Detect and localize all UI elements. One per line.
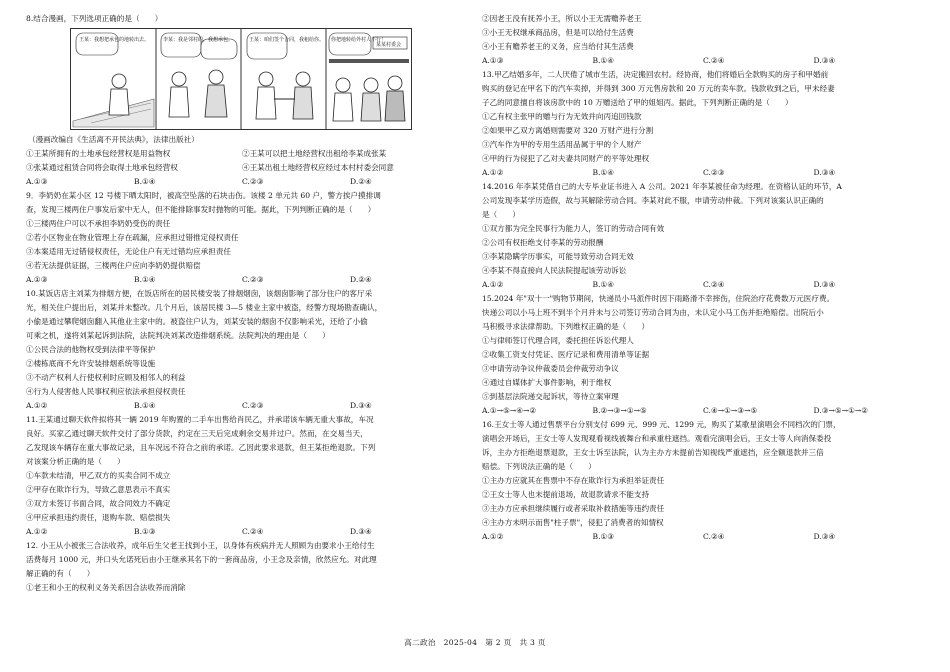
option: ④主办方未明示而售"柱子票"，侵犯了消费者的知情权 [482,518,664,527]
answer-choices [26,175,458,189]
answer-choices [482,404,924,418]
question-12 [26,539,458,595]
answer-b: B.①④ [134,177,156,186]
question-line: 查，发现三楼两住户事发后家中无人，但不能排除事发时抛物的可能。据此，下列判断正确的是（ ） [26,205,376,214]
answer-a: A.①② [26,401,48,410]
answer-b: B.①④ [592,168,615,177]
answer-c: C.②④ [703,280,725,289]
question-line: 可乘之机，遂将刘某起诉到法院，法院判决刘某改造排烟系统。法院判决的理由是（ ） [26,331,330,340]
answer-c: C.②③ [242,401,264,410]
question-14 [482,180,924,292]
option: ①王某所拥有的土地承包经营权是用益物权 [26,149,171,158]
question-line: 赔偿。下列说法正确的是（ ） [482,462,596,471]
answer-b: B.①④ [592,280,615,289]
answer-choices [482,54,924,68]
answer-c: C.②④ [703,56,725,65]
answer-b: B.①③ [134,527,156,536]
answer-a: A.①② [482,532,504,541]
option: ④甲的行为侵犯了乙对夫妻共同财产的平等处理权 [482,154,650,163]
question-12-continued [482,12,924,68]
question-line: 活费每月 1000 元，并口头允诺死后由小王继承其名下的一套商品房，小王念及亲情，欣然应允。对此理 [26,555,377,564]
answer-b: B.①④ [592,56,615,65]
right-column [482,12,924,544]
question-line: 对该案分析正确的是（ ） [26,457,125,466]
answer-c: C.②④ [242,527,264,536]
question-line: 子乙的同意擅自将该房款中的 10 万赠送给了甲的姐姐丙。据此，下列判断正确的是（ ） [482,98,793,107]
option: ①公民合法的他物权受到法律平等保护 [26,345,156,354]
option: ①老王和小王的权利义务关系因合法收养而消除 [26,583,186,592]
comic-caption: （漫画改编自《生活离不开民法典》，法律出版社） [28,135,199,144]
option: ④小王有赡养老王的义务，应当给付其生活费 [482,42,634,51]
answer-a: A.①② [482,280,504,289]
question-16 [482,418,924,544]
answer-d: D.③④ [813,56,836,65]
option: ③申请劳动争议仲裁委员会仲裁劳动争议 [482,364,619,373]
answer-choices [482,166,924,180]
question-line: 14.2016 年李某凭借自己的大专毕业证书进入 A 公司。2021 年李某被任命为经理。在资格认证的环节，A [482,182,842,191]
option: ②楼栋底商不允许安装排烟系统等设施 [26,359,156,368]
option: ②因老王没有抚养小王，所以小王无需赡养老王 [482,14,642,23]
question-15 [482,292,924,418]
option: ②王某可以把土地经营权出租给李某成张某 [242,149,387,158]
answer-c: C.④→①→③→⑤ [703,406,758,415]
answer-d: D.③④ [813,280,836,289]
answer-a: A.①③ [26,177,48,186]
question-line: 演唱会开场后，王女士等人发现观看视线被舞台和承重柱遮挡。观看完演唱会后，王女士等人向消保委投 [482,434,832,443]
answer-choices [26,399,458,413]
question-8 [26,12,458,189]
answer-c: C.②④ [703,532,725,541]
answer-c: C.②③ [703,168,725,177]
option: ③双方未签订书面合同，故合同效力不确定 [26,499,171,508]
question-line: 13.甲乙结婚多年，二人厌倦了城市生活，决定搬回农村。经协商，他们将婚后全款购买的房子和甲婚前 [482,70,829,79]
option: ①双方都为完全民事行为能力人，签订的劳动合同有效 [482,224,665,233]
option: ①主办方应就其在售票中不存在欺诈行为承担举证责任 [482,476,665,485]
option: ①与律师签订代理合同，委托担任诉讼代理人 [482,336,634,345]
question-line: 是（ ） [482,210,520,219]
option: ④王某出租土地经营权应经过本村村委会同意 [242,163,394,172]
answer-choices [26,273,458,287]
option: ②公司有权拒绝支付李某的劳动报酬 [482,238,604,247]
comic-illustration [70,28,412,130]
answer-b: B.①④ [134,275,156,284]
question-13 [482,68,924,180]
question-line: 解正确的有（ ） [26,569,95,578]
option: ④甲应承担违约责任，退购车款、赔偿损失 [26,513,171,522]
option: ③主办方应承担继续履行或者采取补救措施等违约责任 [482,504,665,513]
answer-c: C.②③ [242,275,264,284]
option: ③本案适用无过错侵权责任，无论住户有无过错均应承担责任 [26,247,232,256]
option: ④行为人侵害他人民事权利应依法承担侵权责任 [26,387,186,396]
comic-bubble-1: 王某：我想把承包的地转出去。 [79,37,150,43]
answer-d: D.③④ [350,527,372,536]
option: ②甲存在欺诈行为，导致乙意思表示不真实 [26,485,171,494]
question-stem: 8.结合漫画，下列选项正确的是（ ） [26,14,163,23]
answer-d: D.③④ [350,401,372,410]
comic-bubble-2: 李某：我是邻村的，我想承包。 [163,37,234,43]
question-line: 小偷是通过攀爬烟囱翻入其他业主家中的。被盗住户认为，刘某安装的烟囱不仅影响采光，还给了小偷 [26,317,368,326]
option: ②收集工资支付凭证、医疗记录和费用清单等证据 [482,350,650,359]
question-10 [26,287,458,413]
option: ①三楼两住户可以不承担李奶奶受伤的责任 [26,219,171,228]
answer-d: D.②④ [350,177,372,186]
option: ①车款未结清，甲乙双方的买卖合同不成立 [26,471,171,480]
answer-a: A.①③ [482,56,504,65]
comic-panels-image [71,29,411,129]
question-line: 10.某饭店店主刘某为排烟方便，在饭店所在的居民楼安装了排烟烟囱，该烟囱影响了部分住户的客厅采 [26,289,373,298]
comic-bubble-3: 王某：咱们签个合同，我租给你。 [249,37,325,43]
answer-choices [26,525,458,539]
answer-choices [482,530,924,544]
answer-b: B.②→③→①→⑤ [592,406,647,415]
option: ④李某不得直接向人民法院提起该劳动诉讼 [482,266,627,275]
question-line: 15.2024 年"双十一"购物节期间，快递员小马派件时因下雨路滑不幸摔伤，住院治疗花费数万元医疗费。 [482,294,835,303]
option: ④通过自媒体扩大事件影响，利于维权 [482,378,612,387]
option: ②若小区物业在物业管理上存在疏漏，应承担过错推定侵权责任 [26,233,239,242]
option: ③李某隐瞒学历事实，可能导致劳动合同无效 [482,252,634,261]
question-line: 12. 小王从小被张三合法收养，成年后生父老王找到小王，以身体有疾病并无人照顾为由要求小王给付生 [26,541,375,550]
question-line: 购买的登记在甲名下的汽车卖掉，并得到 300 万元售房款和 20 万元的卖车款。钱款收到之后，甲未经妻 [482,84,835,93]
question-line: 16.王女士等人通过售票平台分别支付 699 元、999 元、1299 元，购买了某歌星演唱会不同档次的门票， [482,420,841,429]
question-line: 快递公司以小马上班不到半个月并未与公司签订劳动合同为由，未认定小马工伤并拒绝赔偿。出院后小 [482,308,824,317]
option: ①乙有权主张甲的赠与行为无效并向丙追回钱款 [482,112,642,121]
option: ③张某通过租赁合同将会取得土地承包经营权 [26,163,178,172]
question-line: 光，相关住户提出后，刘某并未整改。几个月后，该居民楼 3—5 楼业主家中被盗，经警方现场勘查确认， [26,303,383,312]
answer-a: A.①② [482,168,504,177]
option: ③汽车作为甲的专用生活用品属于甲的个人财产 [482,140,642,149]
option: ②王女士等人也未提前退场，故退款请求不能支持 [482,490,650,499]
question-9 [26,189,458,287]
answer-a: A.①③ [26,275,48,284]
question-line: 公司发现李某学历造假，故与其解除劳动合同。李某对此不服，申请劳动仲裁。下列对该案认识正确的 [482,196,824,205]
answer-choices [482,278,924,292]
question-line: 11.王某通过聊天软件拟将其一辆 2019 年购置的二手车出售给肖民乙，并承诺该车辆无重大事故，车况 [26,415,374,424]
answer-d: D.③④ [813,168,836,177]
option: ④若无法提供证据，三楼两住户应向李奶奶提供赔偿 [26,261,201,270]
option: ③小王无权继承商品房，但是可以给付生活费 [482,28,634,37]
comic-bubble-4: 你把地转给外村人不行！ [331,37,387,43]
question-line: 乙发现该车辆存在重大事故记录，且车况远不符合之前的承诺。乙因此要求退款，但王某拒绝退款。下列 [26,443,376,452]
left-column [26,12,458,595]
answer-d: D.②④ [350,275,372,284]
answer-d: D.③→⑤→①→② [813,406,869,415]
answer-a: A.①→⑤→④→② [482,406,537,415]
comic-sign: 某某村委会 [376,42,402,48]
answer-c: C.②③ [242,177,264,186]
option: ③不动产权利人行使权利时应顾及相邻人的利益 [26,373,186,382]
question-line: 马积极寻求法律帮助。下列维权正确的是（ ） [482,322,650,331]
answer-b: B.①③ [592,532,615,541]
question-line: 9．李奶奶在某小区 12 号楼下晒太阳时，被高空坠落的石块击伤。该楼 2 单元共 60 户，警方挨户摸排调 [26,191,381,200]
question-11 [26,413,458,539]
question-line: 诉，主办方拒绝退票退款，王女士诉至法院，认为主办方未提前告知视线严重遮挡，应全额退款并三倍 [482,448,824,457]
option: ⑤到基层法院递交起诉状，等待立案审理 [482,392,619,401]
answer-a: A.①② [26,527,48,536]
question-line: 良好。买家乙通过聊天软件交付了部分货款，约定在三天后完成剩余交易并过户。然而，在交易当天， [26,429,368,438]
option: ②如果甲乙双方离婚则需要对 320 万财产进行分割 [482,126,654,135]
page-footer: 高二政治 2025-04 第 2 页 共 3 页 [404,638,546,647]
answer-b: B.①④ [134,401,156,410]
answer-d: D.③④ [813,532,836,541]
